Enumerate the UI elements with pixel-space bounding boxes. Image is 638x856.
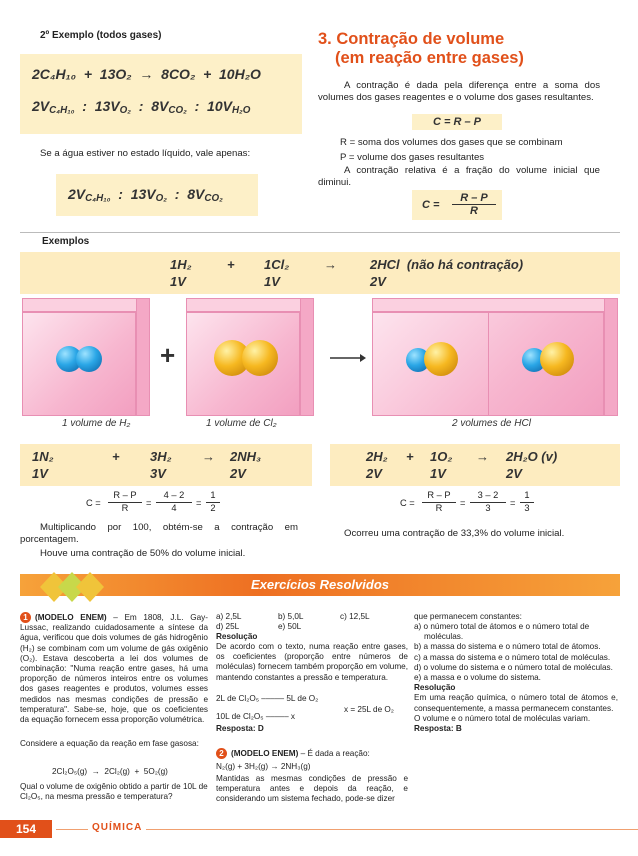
q2-option-b: b) a massa do sistema e o número total de átomos.: [414, 642, 601, 652]
hcl-cl-1: [424, 342, 458, 376]
liquid-water-note: Se a água estiver no estado líquido, vale apenas:: [40, 148, 251, 159]
equation-box: [20, 54, 302, 134]
calc-line-2: 10L de Cl₂O₅ ––––– x: [216, 712, 296, 721]
resolution-label-1: Resolução: [216, 632, 258, 641]
volume-ratio: $2V_{C_4H_{10}}$ : $13V_{O_2}$ : $8V_{CO_2}$ : $10V_{H_2O}$: [32, 98, 251, 116]
option-e: e) 50L: [278, 622, 302, 631]
examples-label: Exemplos: [42, 236, 90, 247]
h2-volume-cube: [22, 298, 150, 416]
option-d: d) 25L: [216, 622, 240, 631]
section-title: 3. Contração de volume (em reação entre gases): [318, 30, 524, 67]
subject-label: QUÍMICA: [88, 822, 146, 833]
arrow-icon: [330, 350, 366, 360]
answer-2: Resposta: B: [414, 724, 462, 734]
question-1-options: [216, 612, 416, 634]
page-number: 154: [0, 820, 52, 838]
caption-hcl: 2 volumes de HCl: [452, 418, 531, 429]
plus-sign: +: [160, 340, 176, 370]
contraction-calc-right: C = $\frac{R - P}{R}$ = $\frac{3 - 2}{3}$ = $\frac{1}{3}$: [400, 490, 560, 516]
question-1: 1 (MODELO ENEM) – Em 1808, J.L. Gay-Lussac, realizando cuidadosamente a síntese da água, verificou que dois volumes de gás hidrogênio (H₂) se combinam com um volume de gás oxigênio (O₂). Estava descoberta a lei dos volumes de combinação: "Numa reação entre gases, há uma proporção de números inteiros entre os volumes dos gases reagentes e produtos, volumes esses medidos nas mesmas condições de pressão e temperatura". Sabe-se, hoje, que os coeficientes da equação fornecem essa proporção volumétrica.: [20, 613, 208, 725]
option-c: c) 12,5L: [340, 612, 370, 621]
hcl-volume-cube: [372, 298, 618, 416]
caption-cl2: 1 volume de Cl₂: [206, 418, 277, 429]
q2-option-c: c) a massa do sistema e o número total de moléculas.: [414, 652, 611, 662]
option-b: b) 5,0L: [278, 612, 304, 621]
resolution-label-2: Resolução: [414, 683, 456, 693]
question-2-options: [414, 622, 618, 734]
contraction-definition: A contração é dada pela diferença entre a soma dos volumes dos gases reagentes e o volume dos gases resultantes.: [318, 80, 600, 104]
calc-line-1: 2L de Cl₂O₅ ––––– 5L de O₂: [216, 694, 319, 703]
equation-box-2: [56, 174, 258, 216]
diamond-icon: [40, 570, 120, 604]
caption-h2: 1 volume de H₂: [62, 418, 131, 429]
answer-1: Resposta: D: [216, 724, 264, 733]
volume-ratio-liquid: $2V_{C_4H_{10}}$ : $13V_{O_2}$ : $8V_{CO_2}$: [68, 186, 223, 204]
h2o-equation-band: 2H₂ + 1O₂ → 2H₂O (v) 2V 1V 2V: [330, 444, 620, 486]
question-1-ask: Qual o volume de oxigênio obtido a partir de 10L de Cl₂O₅, na mesma pressão e temperatura?: [20, 782, 208, 802]
question-2-resolution: Em uma reação química, o número total de átomos e, consequentemente, a massa permanecem constantes. O volume e o número total de moléculas variam.: [414, 693, 618, 723]
question-2-equation: N₂(g) + 3H₂(g) → 2NH₃(g): [216, 762, 311, 771]
q2-option-e: e) a massa e o volume do sistema.: [414, 673, 541, 683]
contraction-calc-left: C = $\frac{R - P}{R}$ = $\frac{4 - 2}{4}$ = $\frac{1}{2}$: [86, 490, 246, 516]
question-1-consider: Considere a equação da reação em fase gasosa:: [20, 739, 199, 748]
formula-c-r-p: C = R – P: [412, 114, 502, 130]
def-p: P = volume dos gases resultantes: [340, 152, 485, 163]
hcl-equation-band: 1H₂ + 1Cl₂ → 2HCl (não há contração) 1V 1V 2V: [20, 252, 620, 294]
nh3-equation-band: 1N₂ + 3H₂ → 2NH₃ 1V 3V 2V: [20, 444, 312, 486]
question-2-number: 2: [216, 748, 227, 759]
footer: [0, 818, 638, 838]
result-33: Ocorreu uma contração de 33,3% do volume inicial.: [344, 528, 565, 539]
question-1-equation: 2Cl₂O₅(g) → 2Cl₂(g) + 5O₂(g): [52, 767, 168, 776]
q2-option-d: d) o volume do sistema e o número total de moléculas.: [414, 662, 613, 672]
example-2-heading: 2º Exemplo (todos gases): [40, 30, 162, 41]
question-1-resolution: De acordo com o texto, numa reação entre gases, os coeficientes (proporção entre números de moléculas) fornecem também proporção em volume, mantendo constantes a pressão e temperatura.: [216, 642, 408, 682]
option-a: a) 2,5L: [216, 612, 242, 621]
banner-title: Exercícios Resolvidos: [250, 577, 389, 592]
calc-result: x = 25L de O₂: [344, 705, 394, 714]
q2-option-a: a) o número total de átomos e o número total de moléculas.: [414, 622, 590, 642]
question-2-cont: que permanecem constantes:: [414, 612, 522, 621]
cl2-volume-cube: [186, 298, 314, 416]
combustion-equation: 2C₄H₁₀ + 13O₂ → 8CO₂ + 10H₂O: [32, 66, 261, 82]
h-atom-2: [76, 346, 102, 372]
hcl-cl-2: [540, 342, 574, 376]
question-1-number: 1: [20, 612, 31, 623]
relative-contraction-text: A contração relativa é a fração do volume inicial que diminui.: [318, 165, 600, 189]
cl-atom-2: [242, 340, 278, 376]
percent-note: Multiplicando por 100, obtém-se a contração em porcentagem.: [20, 522, 298, 546]
question-2-text: Mantidas as mesmas condições de pressão e temperatura antes e depois da reação, e considerando um sistema fechado, pode-se dizer: [216, 774, 408, 804]
def-r: R = soma dos volumes dos gases que se combinam: [340, 137, 563, 148]
question-2-head: 2 (MODELO ENEM) – É dada a reação:: [216, 748, 408, 759]
result-50: Houve uma contração de 50% do volume inicial.: [40, 548, 246, 559]
divider: [20, 232, 620, 233]
formula-relative-contraction: C = $\frac{R - P}{R}$: [412, 190, 502, 220]
